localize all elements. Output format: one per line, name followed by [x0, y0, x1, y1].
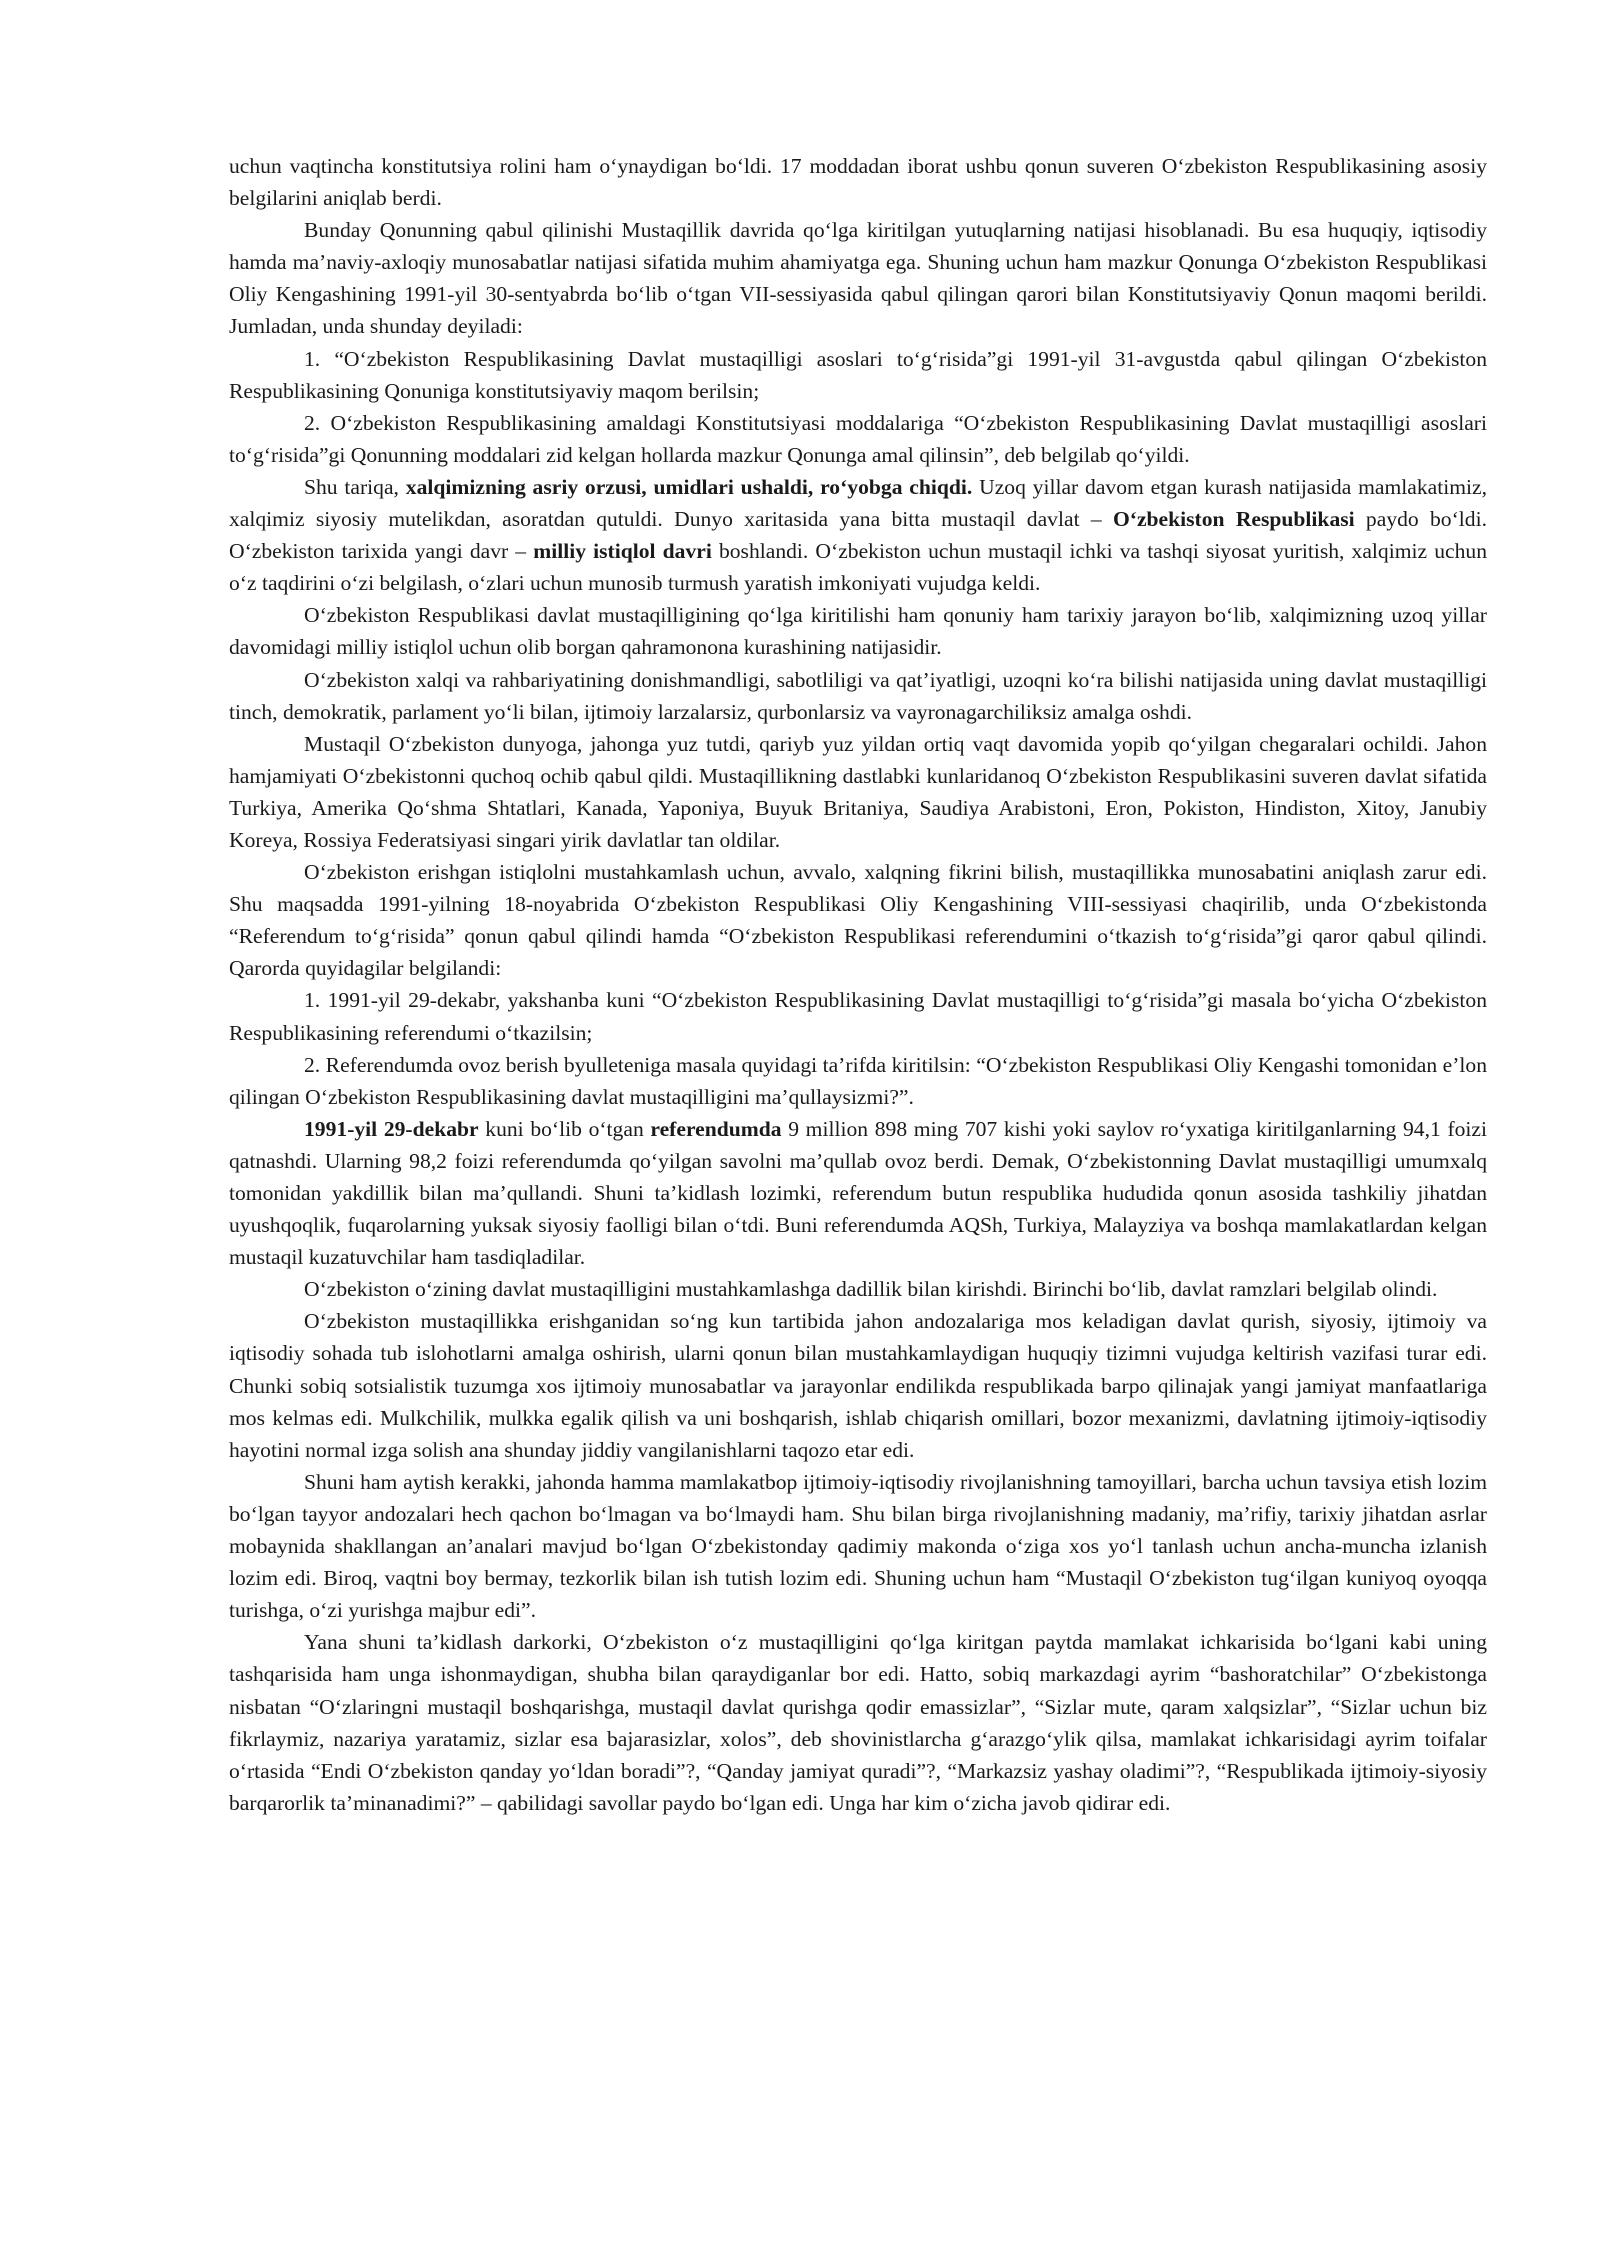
paragraph: Shuni ham aytish kerakki, jahonda hamma mamlakatbop ijtimoiy-iqtisodiy rivojlanishning tamoyillari, barcha uchun tavsiya etish lozim bo‘lgan tayyor andozalari hech qachon bo‘lmagan va bo‘lmaydi ham. Shu bilan birga rivojlanishning madaniy, ma’rifiy, tarixiy jihatdan asrlar mobaynida shakllangan an’analari mavjud bo‘lgan O‘zbekistonday qadimiy makonda o‘ziga xos yo‘l tanlash uchun ancha-muncha izlanish lozim edi. Biroq, vaqtni boy bermay, tezkorlik bilan ish tutish lozim edi. Shuning uchun ham “Mustaqil O‘zbekiston tug‘ilgan kuniyoq oyoqqa turishga, o‘zi yurishga majbur edi”.: [229, 1469, 1487, 1623]
list-item: 2. Referendumda ovoz berish byulleteniga masala quyidagi ta’rifda kiritilsin: “O‘zbekiston Respublikasi Oliy Kengashi tomonidan e’lon qilingan O‘zbekiston Respublikasining davlat mustaqilligini ma’qullaysizmi?”.: [229, 1052, 1487, 1109]
list-item: 2. O‘zbekiston Respublikasining amaldagi Konstitutsiyasi moddalariga “O‘zbekiston Respublikasining Davlat mustaqilligi asoslari to‘g‘risida”gi Qonunning moddalari zid kelgan hollarda mazkur Qonunga amal qilinsin”, deb belgilab qo‘yildi.: [229, 410, 1487, 467]
bold-phrase: 1991-yil 29-dekabr: [304, 1116, 479, 1141]
paragraph: O‘zbekiston erishgan istiqlolni mustahkamlash uchun, avvalo, xalqning fikrini bilish, mustaqillikka munosabatini aniqlash zarur edi. Shu maqsadda 1991-yilning 18-noyabrida O‘zbekiston Respublikasi Oliy Kengashining VIII-sessiyasi chaqirilib, unda O‘zbekistonda “Referendum to‘g‘risida” qonun qabul qilindi hamda “O‘zbekiston Respublikasi referendumini o‘tkazish to‘g‘risida”gi qaror qabul qilindi. Qarorda quyidagilar belgilandi:: [229, 860, 1487, 981]
paragraph: Mustaqil O‘zbekiston dunyoga, jahonga yuz tutdi, qariyb yuz yildan ortiq vaqt davomida yopib qo‘yilgan chegaralari ochildi. Jahon hamjamiyati O‘zbekistonni quchoq ochib qabul qildi. Mustaqillikning dastlabki kunlaridanoq O‘zbekiston Respublikasini suveren davlat sifatida Turkiya, Amerika Qo‘shma Shtatlari, Kanada, Yaponiya, Buyuk Britaniya, Saudiya Arabistoni, Eron, Pokiston, Hindiston, Xitoy, Janubiy Koreya, Rossiya Federatsiyasi singari yirik davlatlar tan oldilar.: [229, 731, 1487, 852]
paragraph: Shu tariqa, xalqimizning asriy orzusi, umidlari ushaldi, ro‘yobga chiqdi. Uzoq yillar davom etgan kurash natijasida mamlakatimiz, xalqimiz siyosiy mutelikdan, asoratdan qutuldi. Dunyo xaritasida yana bitta mustaqil davlat – O‘zbekiston Respublikasi paydo bo‘ldi. O‘zbekiston tarixida yangi davr – milliy istiqlol davri boshlandi. O‘zbekiston uchun mustaqil ichki va tashqi siyosat yuritish, xalqimiz uchun o‘z taqdirini o‘zi belgilash, o‘zlari uchun munosib turmush yaratish imkoniyati vujudga keldi.: [229, 474, 1487, 596]
paragraph: O‘zbekiston o‘zining davlat mustaqilligini mustahkamlashga dadillik bilan kirishdi. Birinchi bo‘lib, davlat ramzlari belgilab olindi.: [304, 1277, 1438, 1302]
bold-phrase: O‘zbekiston Respublikasi: [1112, 507, 1355, 532]
paragraph: O‘zbekiston Respublikasi davlat mustaqilligining qo‘lga kiritilishi ham qonuniy ham tarixiy jarayon bo‘lib, xalqimizning uzoq yillar davomidagi milliy istiqlol uchun olib borgan qahramonona kurashining natijasidir.: [229, 603, 1487, 660]
paragraph: O‘zbekiston xalqi va rahbariyatining donishmandligi, sabotliligi va qat’iyatligi, uzoqni ko‘ra bilishi natijasida uning davlat mustaqilligi tinch, demokratik, parlament yo‘li bilan, ijtimoiy larzalarsiz, qurbonlarsiz va vayronagarchiliksiz amalga oshdi.: [229, 667, 1487, 724]
bold-phrase: referendumda: [650, 1116, 782, 1141]
paragraph: 1991-yil 29-dekabr kuni bo‘lib o‘tgan referendumda 9 million 898 ming 707 kishi yoki saylov ro‘yxatiga kiritilganlarning 94,1 foizi qatnashdi. Ularning 98,2 foizi referendumda qo‘yilgan savolni ma’qullab ovoz berdi. Demak, O‘zbekistonning Davlat mustaqilligi umumxalq tomonidan yakdillik bilan ma’qullandi. Shuni ta’kidlash lozimki, referendum butun respublika hududida qonun asosida tashkiliy jihatdan uyushqoqlik, fuqarolarning yuksak siyosiy faolligi bilan o‘tdi. Buni referendumda AQSh, Turkiya, Malayziya va boshqa mamlakatlardan kelgan mustaqil kuzatuvchilar ham tasdiqladilar.: [229, 1116, 1488, 1270]
paragraph: Yana shuni ta’kidlash darkorki, O‘zbekiston o‘z mustaqilligini qo‘lga kiritgan paytda mamlakat ichkarisida bo‘lgani kabi uning tashqarisida ham unga ishonmaydigan, shubha bilan qaraydiganlar bor edi. Hatto, sobiq markazdagi ayrim “bashoratchilar” O‘zbekistonga nisbatan “O‘zlaringni mustaqil boshqarishga, mustaqil davlat qurishga qodir emassizlar”, “Sizlar mute, qaram xalqsizlar”, “Sizlar uchun biz fikrlaymiz, nazariya yaratamiz, sizlar esa bajarasizlar, xolos”, deb shovinistlarcha g‘arazgo‘ylik qilsa, mamlakat ichkarisidagi ayrim toifalar o‘rtasida “Endi O‘zbekiston qanday yo‘ldan boradi”?, “Qanday jamiyat quradi”?, “Markazsiz yashay oladimi”?, “Respublikada ijtimoiy-siyosiy barqarorlik ta’minanadimi?” – qabilidagi savollar paydo bo‘lgan edi. Unga har kim o‘zicha javob qidirar edi.: [229, 1630, 1487, 1815]
document-page: [229, 150, 1487, 1819]
paragraph: uchun vaqtincha konstitutsiya rolini ham o‘ynaydigan bo‘ldi. 17 moddadan iborat ushbu qonun suveren O‘zbekiston Respublikasining asosiy belgilarini aniqlab berdi.: [229, 154, 1487, 211]
paragraph: Bunday Qonunning qabul qilinishi Mustaqillik davrida qo‘lga kiritilgan yutuqlarning natijasi hisoblanadi. Bu esa huquqiy, iqtisodiy hamda ma’naviy-axloqiy munosabatlar natijasi sifatida muhim ahamiyatga ega. Shuning uchun ham mazkur Qonunga O‘zbekiston Respublikasi Oliy Kengashining 1991-yil 30-sentyabrda bo‘lib o‘tgan VII-sessiyasida qabul qilingan qarori bilan Konstitutsiyaviy Qonun maqomi berildi. Jumladan, unda shunday deyiladi:: [229, 218, 1487, 339]
list-item: 1. 1991-yil 29-dekabr, yakshanba kuni “O‘zbekiston Respublikasining Davlat mustaqilligi to‘g‘risida”gi masala bo‘yicha O‘zbekiston Respublikasining referendumi o‘tkazilsin;: [229, 988, 1487, 1045]
bold-phrase: milliy istiqlol davri: [533, 539, 712, 564]
bold-phrase: xalqimizning asriy orzusi, umidlari ushaldi, ro‘yobga chiqdi.: [405, 474, 973, 499]
list-item: 1. “O‘zbekiston Respublikasining Davlat mustaqilligi asoslari to‘g‘risida”gi 1991-yil 31-avgustda qabul qilingan O‘zbekiston Respublikasining Qonuniga konstitutsiyaviy maqom berilsin;: [229, 346, 1487, 403]
paragraph: O‘zbekiston mustaqillikka erishganidan so‘ng kun tartibida jahon andozalariga mos keladigan davlat qurish, siyosiy, ijtimoiy va iqtisodiy sohada tub islohotlarni amalga oshirish, ularni qonun bilan mustahkamlaydigan huquqiy tizimni vujudga keltirish vazifasi turar edi. Chunki sobiq sotsialistik tuzumga xos ijtimoiy munosabatlar va jarayonlar endilikda respublikada barpo qilinajak yangi jamiyat manfaatlariga mos kelmas edi. Mulkchilik, mulkka egalik qilish va uni boshqarish, ishlab chiqarish omillari, bozor mexanizmi, davlatning ijtimoiy-iqtisodiy hayotini normal izga solish ana shunday jiddiy vangilanishlarni taqozo etar edi.: [229, 1309, 1487, 1462]
